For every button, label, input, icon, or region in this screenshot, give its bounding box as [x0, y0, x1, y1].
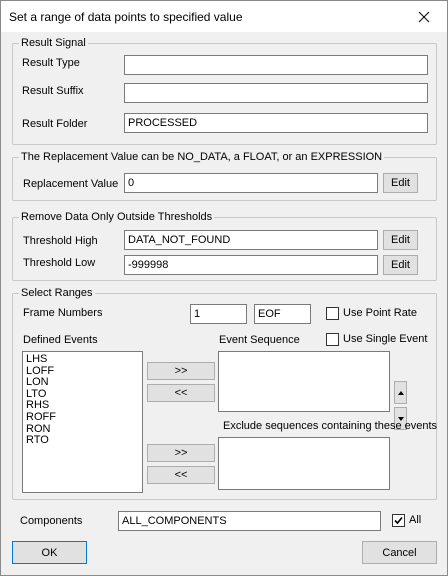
- title-bar: [1, 1, 447, 32]
- all-components-checkbox[interactable]: [392, 514, 405, 527]
- close-button[interactable]: [401, 1, 447, 32]
- exclude-remove-button[interactable]: <<: [147, 466, 215, 484]
- list-item[interactable]: RTO: [26, 434, 49, 447]
- list-item[interactable]: LON: [26, 376, 49, 389]
- thresholds-legend: Remove Data Only Outside Thresholds: [21, 211, 213, 223]
- list-item[interactable]: RHS: [26, 399, 50, 412]
- event-sequence-list[interactable]: [218, 351, 390, 412]
- defined-events-items: [23, 352, 142, 447]
- defined-events-label: Defined Events: [23, 334, 98, 346]
- all-components-label: All: [409, 514, 422, 526]
- add-event-button[interactable]: >>: [147, 362, 215, 380]
- move-up-button[interactable]: [394, 381, 407, 404]
- result-suffix-input[interactable]: [124, 83, 428, 103]
- exclude-events-list[interactable]: [218, 437, 390, 490]
- list-item[interactable]: LOFF: [26, 364, 55, 377]
- result-signal-legend: Result Signal: [21, 37, 86, 49]
- replacement-edit-button[interactable]: Edit: [383, 173, 418, 193]
- components-label: Components: [20, 515, 83, 527]
- list-item[interactable]: LTO: [26, 387, 47, 400]
- result-folder-input[interactable]: PROCESSED: [124, 113, 428, 133]
- use-point-rate-checkbox[interactable]: [326, 307, 339, 320]
- frame-numbers-label: Frame Numbers: [23, 307, 103, 319]
- exclude-add-button[interactable]: >>: [147, 444, 215, 462]
- list-item[interactable]: RON: [26, 422, 51, 435]
- select-ranges-legend: Select Ranges: [21, 287, 93, 299]
- arrow-up-icon: [398, 391, 404, 395]
- ok-button[interactable]: OK: [12, 541, 87, 564]
- result-type-input[interactable]: [124, 55, 428, 75]
- checkmark-icon: [393, 515, 404, 526]
- exclude-sequences-label: Exclude sequences containing these events: [223, 420, 438, 432]
- remove-event-button[interactable]: <<: [147, 384, 215, 402]
- use-single-event-checkbox[interactable]: [326, 333, 339, 346]
- threshold-high-input[interactable]: DATA_NOT_FOUND: [124, 230, 378, 250]
- event-sequence-label: Event Sequence: [219, 334, 300, 346]
- dialog-title: Set a range of data points to specified value: [9, 10, 243, 24]
- threshold-low-input[interactable]: -999998: [124, 255, 378, 275]
- list-item[interactable]: ROFF: [26, 410, 56, 423]
- use-point-rate-label: Use Point Rate: [343, 307, 417, 319]
- threshold-low-edit-button[interactable]: Edit: [383, 255, 418, 275]
- frame-start-input[interactable]: 1: [190, 304, 247, 324]
- list-item[interactable]: LHS: [26, 353, 48, 365]
- components-input[interactable]: ALL_COMPONENTS: [118, 511, 381, 531]
- result-suffix-label: Result Suffix: [22, 85, 84, 97]
- threshold-high-edit-button[interactable]: Edit: [383, 230, 418, 250]
- cancel-button[interactable]: Cancel: [362, 541, 437, 564]
- replacement-value-label: Replacement Value: [23, 178, 119, 190]
- frame-end-input[interactable]: EOF: [254, 304, 311, 324]
- threshold-low-label: Threshold Low: [23, 257, 96, 269]
- replacement-legend: The Replacement Value can be NO_DATA, a FLOAT, or an EXPRESSION: [21, 151, 383, 163]
- defined-events-list[interactable]: [22, 351, 143, 493]
- result-folder-label: Result Folder: [22, 118, 88, 130]
- result-type-label: Result Type: [22, 57, 80, 69]
- use-single-event-label: Use Single Event: [343, 333, 428, 345]
- close-icon: [418, 11, 430, 23]
- replacement-value-input[interactable]: 0: [124, 173, 378, 193]
- threshold-high-label: Threshold High: [23, 235, 98, 247]
